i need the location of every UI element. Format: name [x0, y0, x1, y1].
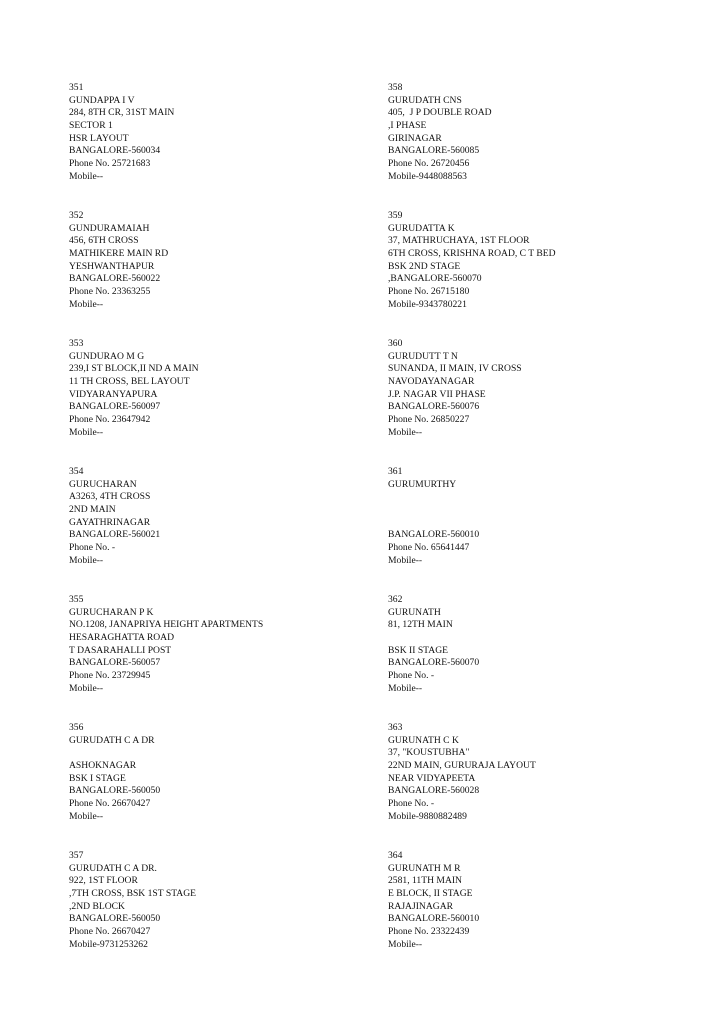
city-pin: BANGALORE-560097 — [69, 401, 161, 413]
directory-entry — [388, 210, 688, 338]
address-line: NEAR VIDYAPEETA — [388, 772, 476, 784]
address-line: VIDYARANYAPURA — [69, 388, 158, 400]
phone-number: Phone No. 23647942 — [69, 414, 151, 426]
city-pin: ,BANGALORE-560070 — [388, 273, 482, 285]
mobile-number: Mobile-- — [388, 554, 423, 566]
address-line: HSR LAYOUT — [69, 132, 129, 144]
entry-number: 352 — [69, 210, 84, 221]
address-line: 6TH CROSS, KRISHNA ROAD, C T BED — [388, 248, 556, 260]
address-line: 37, MATHRUCHAYA, 1ST FLOOR — [388, 235, 530, 247]
phone-number: Phone No. 26670427 — [69, 926, 151, 938]
member-name: GURUDATH CNS — [388, 94, 462, 106]
phone-number: Phone No. 26670427 — [69, 798, 151, 810]
address-line: GIRINAGAR — [388, 132, 442, 144]
city-pin: BANGALORE-560010 — [388, 529, 480, 541]
mobile-number: Mobile-- — [388, 682, 423, 694]
address-line: BSK 2ND STAGE — [388, 260, 461, 272]
entry-number: 354 — [69, 466, 84, 477]
phone-number: Phone No. 26720456 — [388, 158, 470, 170]
address-line — [388, 491, 688, 504]
mobile-number: Mobile-- — [69, 682, 104, 694]
mobile-number: Mobile-9343780221 — [388, 298, 467, 310]
entry-number: 360 — [388, 338, 403, 349]
directory-entry — [388, 722, 688, 850]
mobile-number: Mobile-9880882489 — [388, 810, 467, 822]
address-line: 22ND MAIN, GURURAJA LAYOUT — [388, 760, 536, 772]
member-name: GURUCHARAN — [69, 478, 137, 490]
member-name: GURUDUTT T N — [388, 350, 458, 362]
address-line: SUNANDA, II MAIN, IV CROSS — [388, 363, 522, 375]
mobile-number: Mobile-9731253262 — [69, 938, 148, 950]
city-pin: BANGALORE-560022 — [69, 273, 161, 285]
city-pin: BANGALORE-560021 — [69, 529, 161, 541]
address-line: 456, 6TH CROSS — [69, 235, 139, 247]
member-name: GURUNATH — [388, 606, 441, 618]
phone-number: Phone No. 65641447 — [388, 542, 470, 554]
directory-entry — [69, 82, 369, 210]
entry-number: 358 — [388, 82, 403, 93]
address-line: BSK I STAGE — [69, 772, 126, 784]
mobile-number: Mobile-- — [69, 170, 104, 182]
address-line: 11 TH CROSS, BEL LAYOUT — [69, 376, 190, 388]
directory-entry — [388, 338, 688, 466]
address-line: 239,I ST BLOCK,II ND A MAIN — [69, 363, 199, 375]
address-line: ,I PHASE — [388, 120, 427, 132]
city-pin: BANGALORE-560085 — [388, 145, 480, 157]
city-pin: BANGALORE-560050 — [69, 785, 161, 797]
directory-entry — [388, 850, 688, 978]
entry-number: 356 — [69, 722, 84, 733]
directory-entry — [388, 594, 688, 722]
address-line — [388, 504, 688, 517]
address-line: 37, "KOUSTUBHA" — [388, 747, 470, 759]
phone-number: Phone No. 26850227 — [388, 414, 470, 426]
entry-number: 363 — [388, 722, 403, 733]
address-line: MATHIKERE MAIN RD — [69, 248, 169, 260]
member-name: GUNDAPPA I V — [69, 94, 135, 106]
address-line: GAYATHRINAGAR — [69, 516, 151, 528]
city-pin: BANGALORE-560010 — [388, 913, 480, 925]
directory-entry — [388, 466, 688, 594]
city-pin: BANGALORE-560057 — [69, 657, 161, 669]
city-pin: BANGALORE-560076 — [388, 401, 480, 413]
address-line: 922, 1ST FLOOR — [69, 875, 138, 887]
directory-entry — [69, 210, 369, 338]
address-line: HESARAGHATTA ROAD — [69, 632, 175, 644]
address-line: T DASARAHALLI POST — [69, 644, 172, 656]
phone-number: Phone No. 25721683 — [69, 158, 151, 170]
mobile-number: Mobile-- — [69, 426, 104, 438]
directory-entry — [69, 338, 369, 466]
address-line: 284, 8TH CR, 31ST MAIN — [69, 107, 175, 119]
directory-column-right — [388, 82, 688, 978]
phone-number: Phone No. 23363255 — [69, 286, 151, 298]
address-line: YESHWANTHAPUR — [69, 260, 155, 272]
entry-number: 359 — [388, 210, 403, 221]
phone-number: Phone No. - — [69, 542, 116, 554]
directory-entry — [69, 594, 369, 722]
city-pin: BANGALORE-560050 — [69, 913, 161, 925]
directory-entry — [69, 466, 369, 594]
mobile-number: Mobile-- — [388, 938, 423, 950]
phone-number: Phone No. - — [388, 670, 435, 682]
address-line: BSK II STAGE — [388, 644, 448, 656]
address-line: SECTOR 1 — [69, 120, 113, 132]
address-line — [388, 517, 688, 530]
city-pin: BANGALORE-560028 — [388, 785, 480, 797]
phone-number: Phone No. - — [388, 798, 435, 810]
address-line: ASHOKNAGAR — [69, 760, 137, 772]
mobile-number: Mobile-9448088563 — [388, 170, 467, 182]
address-line: RAJAJINAGAR — [388, 900, 454, 912]
entry-number: 351 — [69, 82, 84, 93]
member-name: GURUDATH C A DR — [69, 734, 155, 746]
address-line: 81, 12TH MAIN — [388, 619, 453, 631]
city-pin: BANGALORE-560070 — [388, 657, 480, 669]
address-line — [69, 747, 369, 760]
mobile-number: Mobile-- — [69, 298, 104, 310]
phone-number: Phone No. 26715180 — [388, 286, 470, 298]
address-line: ,2ND BLOCK — [69, 900, 125, 912]
address-line: J.P. NAGAR VII PHASE — [388, 388, 486, 400]
member-name: GUNDURAMAIAH — [69, 222, 150, 234]
directory-column-left — [69, 82, 369, 978]
entry-number: 357 — [69, 850, 84, 861]
city-pin: BANGALORE-560034 — [69, 145, 161, 157]
member-name: GURUNATH M R — [388, 862, 461, 874]
phone-number: Phone No. 23729945 — [69, 670, 151, 682]
directory-entry — [388, 82, 688, 210]
mobile-number: Mobile-- — [388, 426, 423, 438]
address-line: 2ND MAIN — [69, 504, 116, 516]
entry-number: 353 — [69, 338, 84, 349]
directory-entry — [69, 722, 369, 850]
member-name: GURUNATH C K — [388, 734, 459, 746]
mobile-number: Mobile-- — [69, 554, 104, 566]
mobile-number: Mobile-- — [69, 810, 104, 822]
address-line: NAVODAYANAGAR — [388, 376, 475, 388]
member-name: GURUMURTHY — [388, 478, 457, 490]
member-name: GURUDATTA K — [388, 222, 455, 234]
address-line: E BLOCK, II STAGE — [388, 888, 473, 900]
entry-number: 364 — [388, 850, 403, 861]
member-name: GURUDATH C A DR. — [69, 862, 157, 874]
entry-number: 355 — [69, 594, 84, 605]
address-line: NO.1208, JANAPRIYA HEIGHT APARTMENTS — [69, 619, 264, 631]
address-line: A3263, 4TH CROSS — [69, 491, 151, 503]
address-line: 2581, 11TH MAIN — [388, 875, 462, 887]
phone-number: Phone No. 23322439 — [388, 926, 470, 938]
entry-number: 362 — [388, 594, 403, 605]
directory-entry — [69, 850, 369, 978]
address-line: 405, J P DOUBLE ROAD — [388, 107, 492, 119]
address-line — [388, 632, 688, 645]
member-name: GUNDURAO M G — [69, 350, 145, 362]
address-line: ,7TH CROSS, BSK 1ST STAGE — [69, 888, 196, 900]
member-name: GURUCHARAN P K — [69, 606, 154, 618]
entry-number: 361 — [388, 466, 403, 477]
